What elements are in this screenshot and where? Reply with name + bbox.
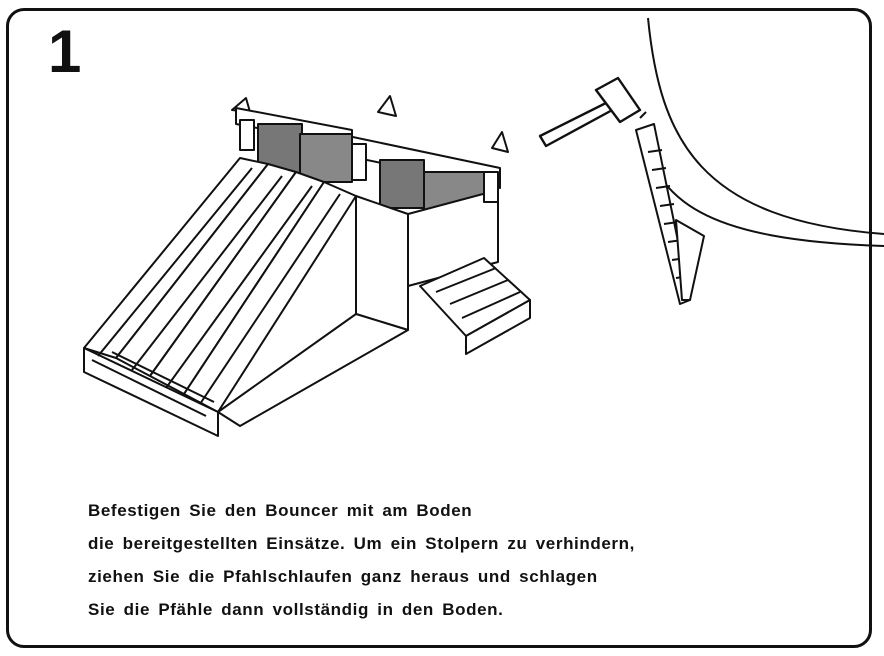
inflatable-edge	[640, 18, 884, 246]
instruction-line: die bereitgestellten Einsätze. Um ein Stolpern zu verhindern,	[88, 534, 635, 553]
instruction-line: Befestigen Sie den Bouncer mit am Boden	[88, 501, 473, 520]
step-number: 1	[48, 18, 82, 85]
inflatable-slide-drawing	[84, 96, 530, 436]
instruction-line: Sie die Pfähle dann vollständig in den Boden.	[88, 600, 504, 619]
instruction-text	[88, 494, 808, 626]
instruction-line: ziehen Sie die Pfahlschlaufen ganz heraus und schlagen	[88, 567, 598, 586]
hammer-icon	[540, 78, 640, 146]
